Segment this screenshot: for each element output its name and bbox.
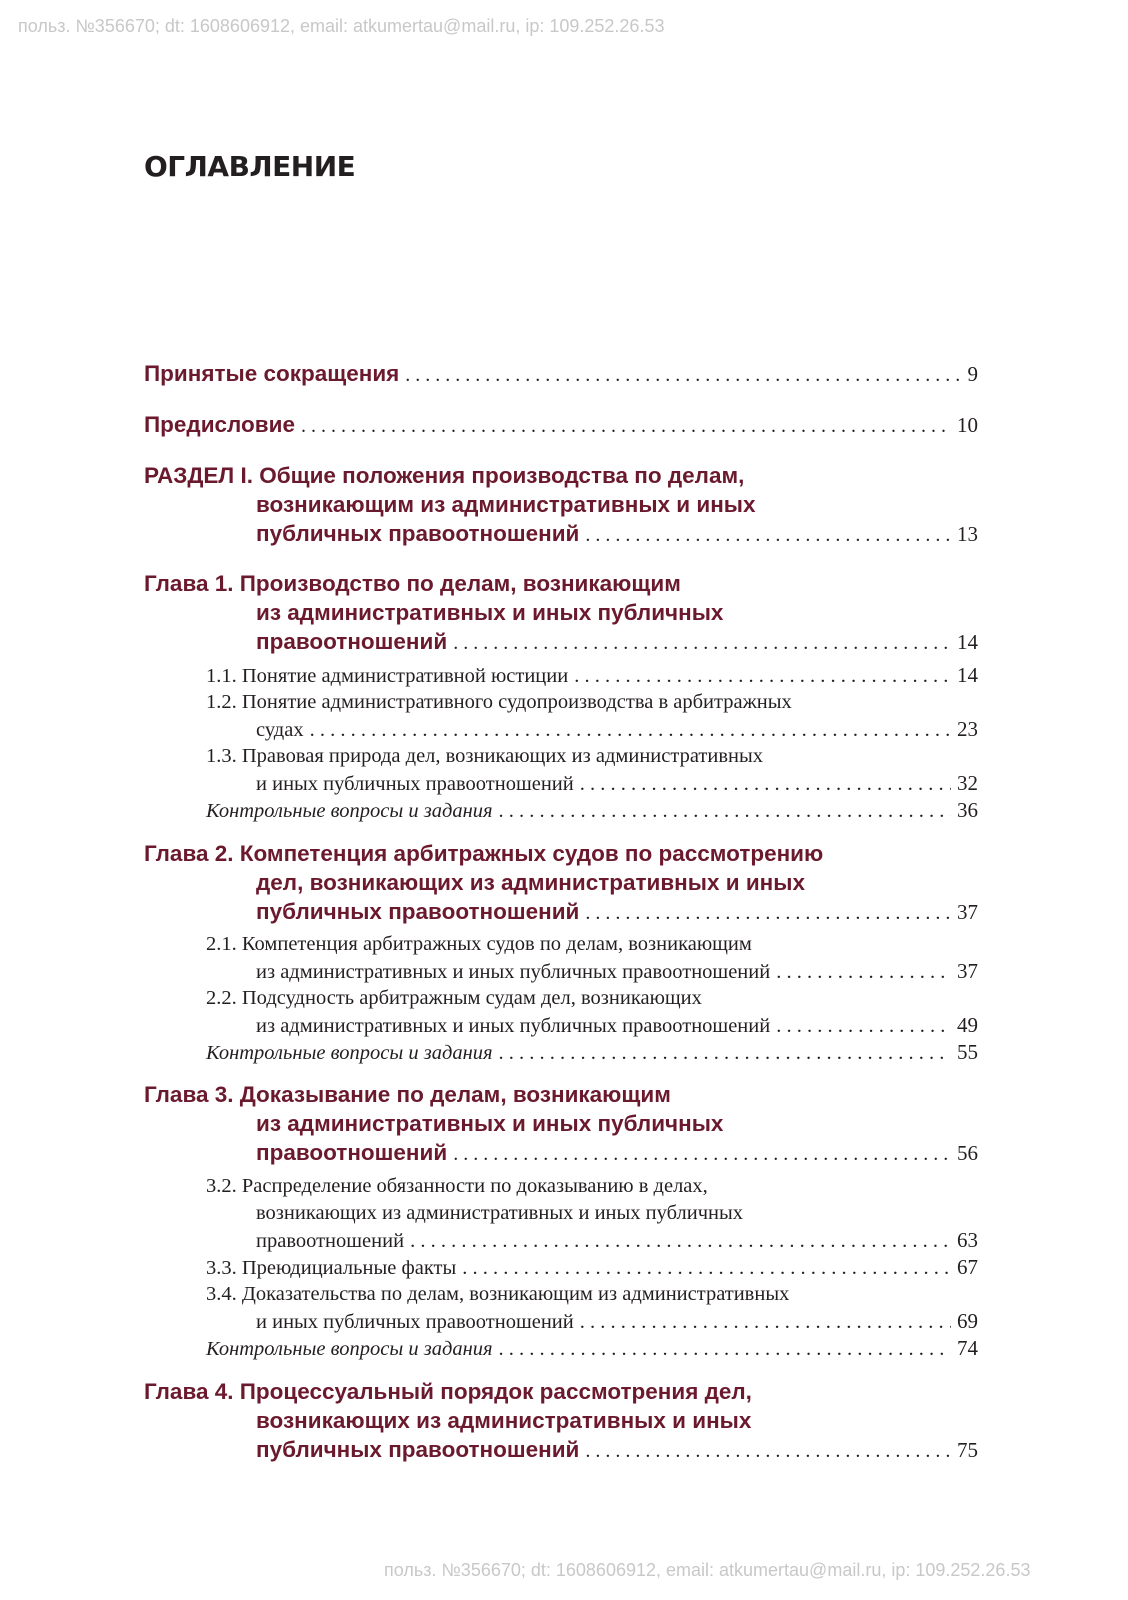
page-number: 14: [957, 630, 978, 654]
dot-leader: [585, 1437, 951, 1466]
toc-entry-label: правоотношений: [256, 1230, 405, 1252]
dot-leader: [585, 521, 951, 550]
page-number: 67: [957, 1255, 978, 1279]
dot-leader: [462, 1255, 951, 1282]
page-title: ОГЛАВЛЕНИЕ: [144, 150, 356, 183]
toc-entry-label: Контрольные вопросы и задания: [206, 1042, 493, 1064]
toc-subsection-2-1-line2[interactable]: [256, 958, 978, 986]
toc-entry-label: и иных публичных правоотношений: [256, 1311, 574, 1333]
page-number: 69: [957, 1309, 978, 1333]
page-number: 75: [957, 1438, 978, 1462]
dot-leader: [453, 629, 951, 658]
toc-entry-label: публичных правоотношений: [256, 521, 580, 546]
toc-subsection-2-1-line1[interactable]: 2.1. Компетенция арбитражных судов по делам, возникающим: [206, 933, 752, 955]
toc-chapter-3-line1[interactable]: Глава 3. Доказывание по делам, возникающим: [144, 1082, 671, 1107]
dot-leader: [310, 717, 951, 744]
dot-leader: [574, 663, 951, 690]
page-number: 13: [957, 522, 978, 546]
dot-leader: [776, 1013, 951, 1040]
toc-chapter-3-line2[interactable]: из административных и иных публичных: [256, 1111, 724, 1136]
page-number: 14: [957, 663, 978, 687]
dot-leader: [405, 361, 961, 390]
toc-chapter-1-line3[interactable]: [256, 627, 978, 658]
toc-subsection-3-2-line3[interactable]: [256, 1227, 978, 1255]
toc-entry-label: правоотношений: [256, 629, 448, 654]
toc-chapter-3-line3[interactable]: [256, 1138, 978, 1169]
toc-chapter-4-line2[interactable]: возникающих из административных и иных: [256, 1408, 752, 1433]
toc-entry-label: и иных публичных правоотношений: [256, 773, 574, 795]
toc-chapter-2-line3[interactable]: [256, 897, 978, 928]
toc-entry-label: из административных и иных публичных правоотношений: [256, 961, 771, 983]
toc-section-1-line2[interactable]: возникающим из административных и иных: [256, 492, 756, 517]
toc-subsection-1-2-line2[interactable]: [256, 716, 978, 744]
toc-subsection-3-2-line2[interactable]: возникающих из административных и иных публичных: [256, 1202, 744, 1224]
page-number: 56: [957, 1141, 978, 1165]
toc-chapter-2-line2[interactable]: дел, возникающих из административных и иных: [256, 870, 805, 895]
toc-entry-label: правоотношений: [256, 1140, 448, 1165]
page-number: 36: [957, 798, 978, 822]
page-number: 49: [957, 1013, 978, 1037]
watermark-bottom: польз. №356670; dt: 1608606912, email: atkumertau@mail.ru, ip: 109.252.26.53: [384, 1560, 1031, 1580]
toc-questions-3[interactable]: [206, 1335, 978, 1363]
dot-leader: [301, 412, 951, 441]
toc-subsection-1-3-line1[interactable]: 1.3. Правовая природа дел, возникающих из административных: [206, 745, 764, 767]
toc-entry-label: Контрольные вопросы и задания: [206, 1338, 493, 1360]
toc-subsection-3-3[interactable]: [206, 1254, 978, 1282]
toc-chapter-2-line1[interactable]: Глава 2. Компетенция арбитражных судов по рассмотрению: [144, 841, 824, 866]
toc-chapter-4-line3[interactable]: [256, 1435, 978, 1466]
toc-subsection-3-4-line2[interactable]: [256, 1308, 978, 1336]
toc-section-1-line3[interactable]: [256, 519, 978, 550]
dot-leader: [776, 959, 951, 986]
page-number: 10: [957, 413, 978, 437]
toc-chapter-1-line1[interactable]: Глава 1. Производство по делам, возникающим: [144, 571, 681, 596]
page-number: 23: [957, 717, 978, 741]
toc-chapter-4-line1[interactable]: Глава 4. Процессуальный порядок рассмотрения дел,: [144, 1379, 752, 1404]
page-number: 74: [957, 1336, 978, 1360]
toc-subsection-2-2-line2[interactable]: [256, 1012, 978, 1040]
toc-entry-label: публичных правоотношений: [256, 1437, 580, 1462]
dot-leader: [585, 899, 951, 928]
page-number: 32: [957, 771, 978, 795]
dot-leader: [499, 1336, 951, 1363]
dot-leader: [580, 1309, 951, 1336]
toc-entry-label: Принятые сокращения: [144, 361, 400, 386]
toc-subsection-3-2-line1[interactable]: 3.2. Распределение обязанности по доказыванию в делах,: [206, 1175, 708, 1197]
dot-leader: [499, 1040, 951, 1067]
dot-leader: [499, 798, 951, 825]
toc-entry-label: 1.1. Понятие административной юстиции: [206, 665, 569, 687]
toc-entry-label: судах: [256, 719, 304, 741]
toc-questions-2[interactable]: [206, 1039, 978, 1067]
dot-leader: [453, 1140, 951, 1169]
page-number: 55: [957, 1040, 978, 1064]
toc-entry-label: 3.3. Преюдициальные факты: [206, 1257, 457, 1279]
page-number: 37: [957, 900, 978, 924]
toc-subsection-1-1[interactable]: [206, 662, 978, 690]
toc-entry-label: из административных и иных публичных правоотношений: [256, 1015, 771, 1037]
toc-chapter-1-line2[interactable]: из административных и иных публичных: [256, 600, 724, 625]
page-number: 63: [957, 1228, 978, 1252]
page-number: 37: [957, 959, 978, 983]
toc-questions-1[interactable]: [206, 797, 978, 825]
toc-subsection-1-2-line1[interactable]: 1.2. Понятие административного судопроизводства в арбитражных: [206, 691, 792, 713]
dot-leader: [410, 1228, 951, 1255]
toc-subsection-2-2-line1[interactable]: 2.2. Подсудность арбитражным судам дел, возникающих: [206, 987, 702, 1009]
watermark-top: польз. №356670; dt: 1608606912, email: atkumertau@mail.ru, ip: 109.252.26.53: [18, 16, 665, 36]
toc-entry-label: Контрольные вопросы и задания: [206, 800, 493, 822]
toc-entry-preface[interactable]: [144, 410, 978, 441]
toc-section-1-line1[interactable]: РАЗДЕЛ I. Общие положения производства по делам,: [144, 463, 745, 488]
toc-entry-label: Предисловие: [144, 412, 295, 437]
page-number: 9: [967, 362, 978, 386]
toc-entry-label: публичных правоотношений: [256, 899, 580, 924]
dot-leader: [580, 771, 951, 798]
toc-subsection-3-4-line1[interactable]: 3.4. Доказательства по делам, возникающим из административных: [206, 1283, 790, 1305]
toc-entry-abbreviations[interactable]: [144, 359, 978, 390]
toc-subsection-1-3-line2[interactable]: [256, 770, 978, 798]
